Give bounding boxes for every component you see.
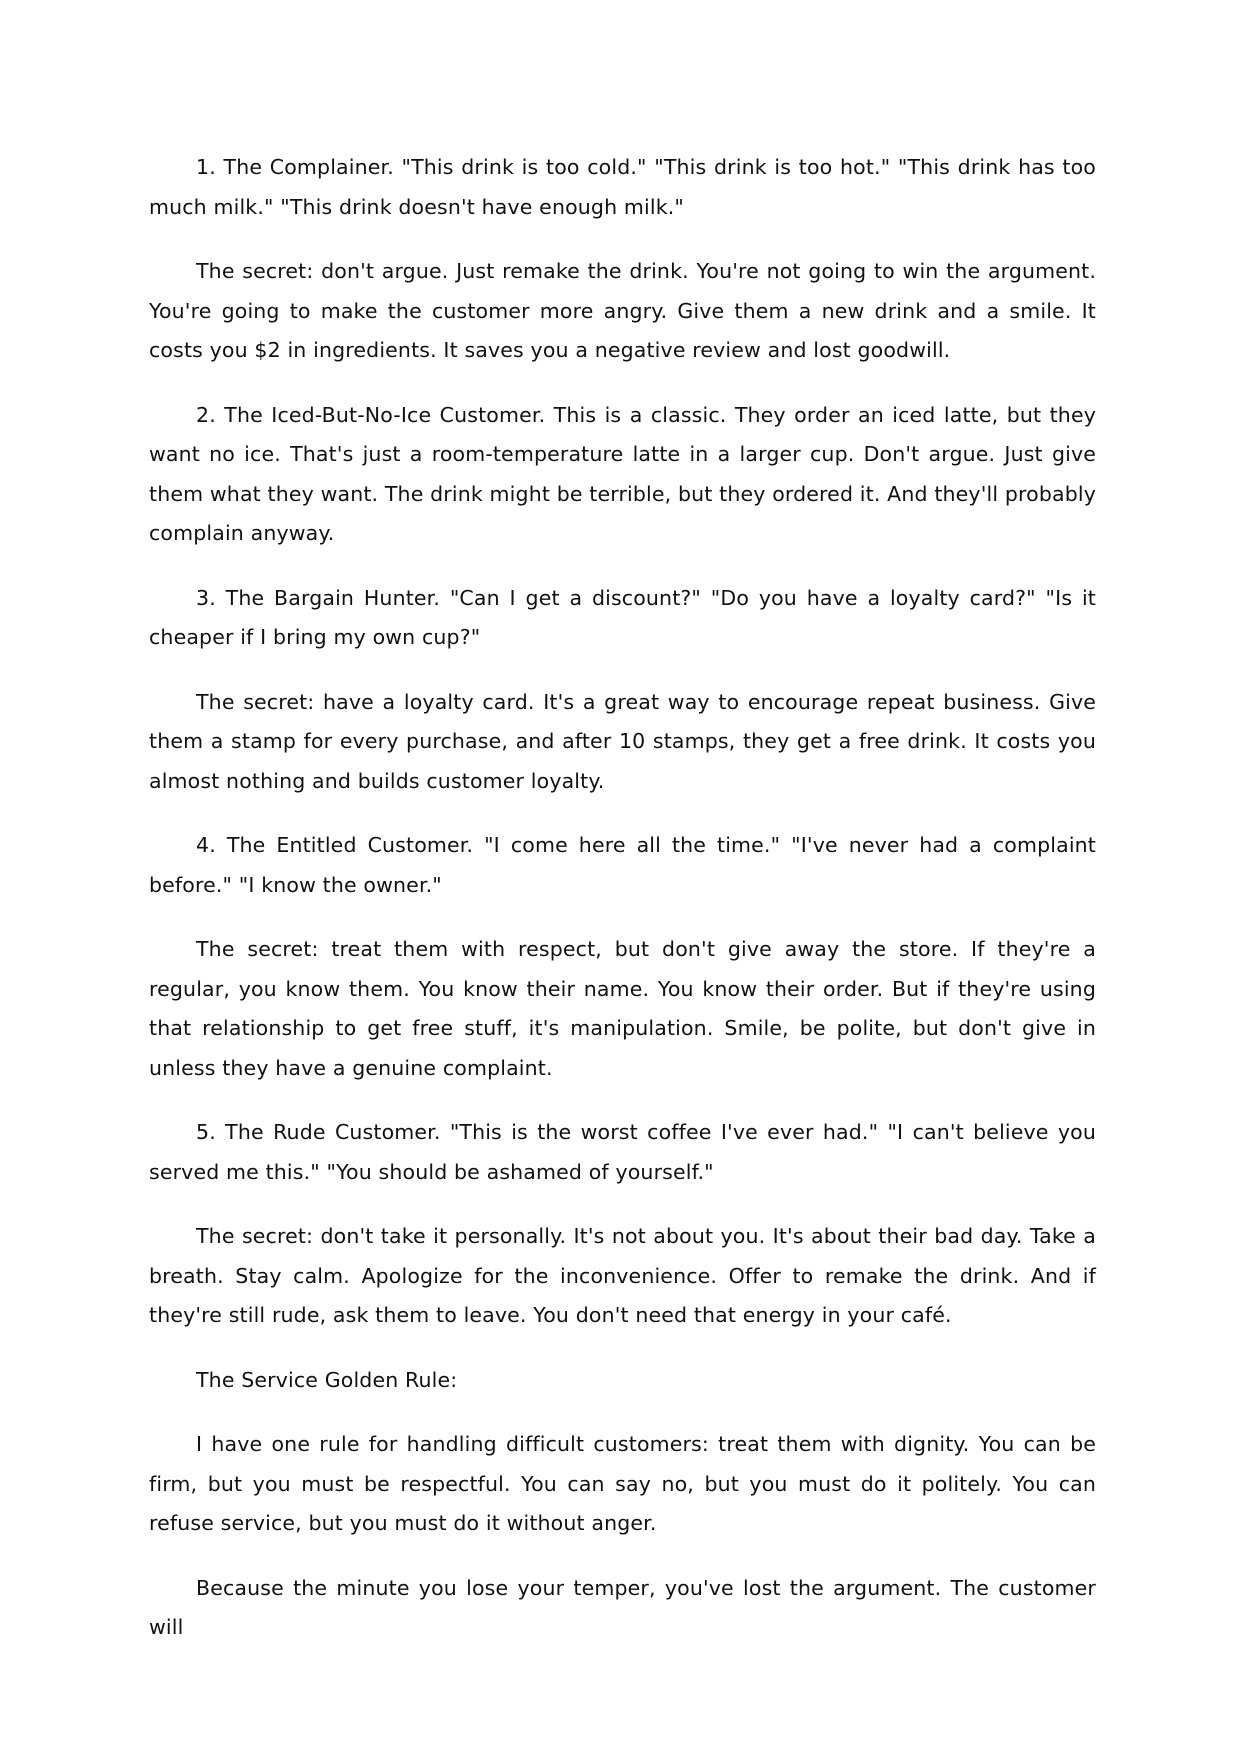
paragraph-lose-temper: Because the minute you lose your temper, you've lost the argument. The customer will (149, 1575, 1096, 1639)
paragraph-complainer-secret: The secret: don't argue. Just remake the drink. You're not going to win the argument. You're going to make the customer more angry. Give them a new drink and a smile. It costs you $2 in ingredients. It saves you a negative review and lost goodwill. (149, 259, 1096, 362)
paragraph-golden-rule: I have one rule for handling difficult customers: treat them with dignity. You can be firm, but you must be respectful. You can say no, but you must do it politely. You can refuse service, but you must do it without anger. (149, 1432, 1096, 1535)
paragraph-bargain-hunter-secret: The secret: have a loyalty card. It's a great way to encourage repeat business. Give them a stamp for every purchase, and after 10 stamps, they get a free drink. It costs you almost nothing and builds customer loyalty. (149, 689, 1096, 793)
paragraph-rude-customer-secret: The secret: don't take it personally. It's not about you. It's about their bad day. Take a breath. Stay calm. Apologize for the inconvenience. Offer to remake the drink. And if they're still rude, ask them to leave. You don't need that energy in your café. (149, 1224, 1096, 1327)
paragraph-entitled-customer: 4. The Entitled Customer. "I come here all the time." "I've never had a complaint before." "I know the owner." (149, 833, 1096, 897)
paragraph-rude-customer: 5. The Rude Customer. "This is the worst coffee I've ever had." "I can't believe you served me this." "You should be ashamed of yourself." (149, 1120, 1096, 1184)
paragraph-iced-no-ice: 2. The Iced-But-No-Ice Customer. This is a classic. They order an iced latte, but they want no ice. That's just a room-temperature latte in a larger cup. Don't argue. Just give them what they want. The drink might be terrible, but they ordered it. And they'll probably complain anyway. (149, 402, 1096, 545)
document-body (149, 148, 1096, 1673)
paragraph-complainer: 1. The Complainer. "This drink is too cold." "This drink is too hot." "This drink has too much milk." "This drink doesn't have enough milk." (149, 155, 1096, 219)
paragraph-entitled-customer-secret: The secret: treat them with respect, but don't give away the store. If they're a regular, you know them. You know their name. You know their order. But if they're using that relationship to get free stuff, it's manipulation. Smile, be polite, but don't give in unless they have a genuine complaint. (149, 937, 1096, 1080)
paragraph-bargain-hunter: 3. The Bargain Hunter. "Can I get a discount?" "Do you have a loyalty card?" "Is it cheaper if I bring my own cup?" (149, 585, 1096, 649)
section-heading-golden-rule: The Service Golden Rule: (196, 1367, 458, 1392)
